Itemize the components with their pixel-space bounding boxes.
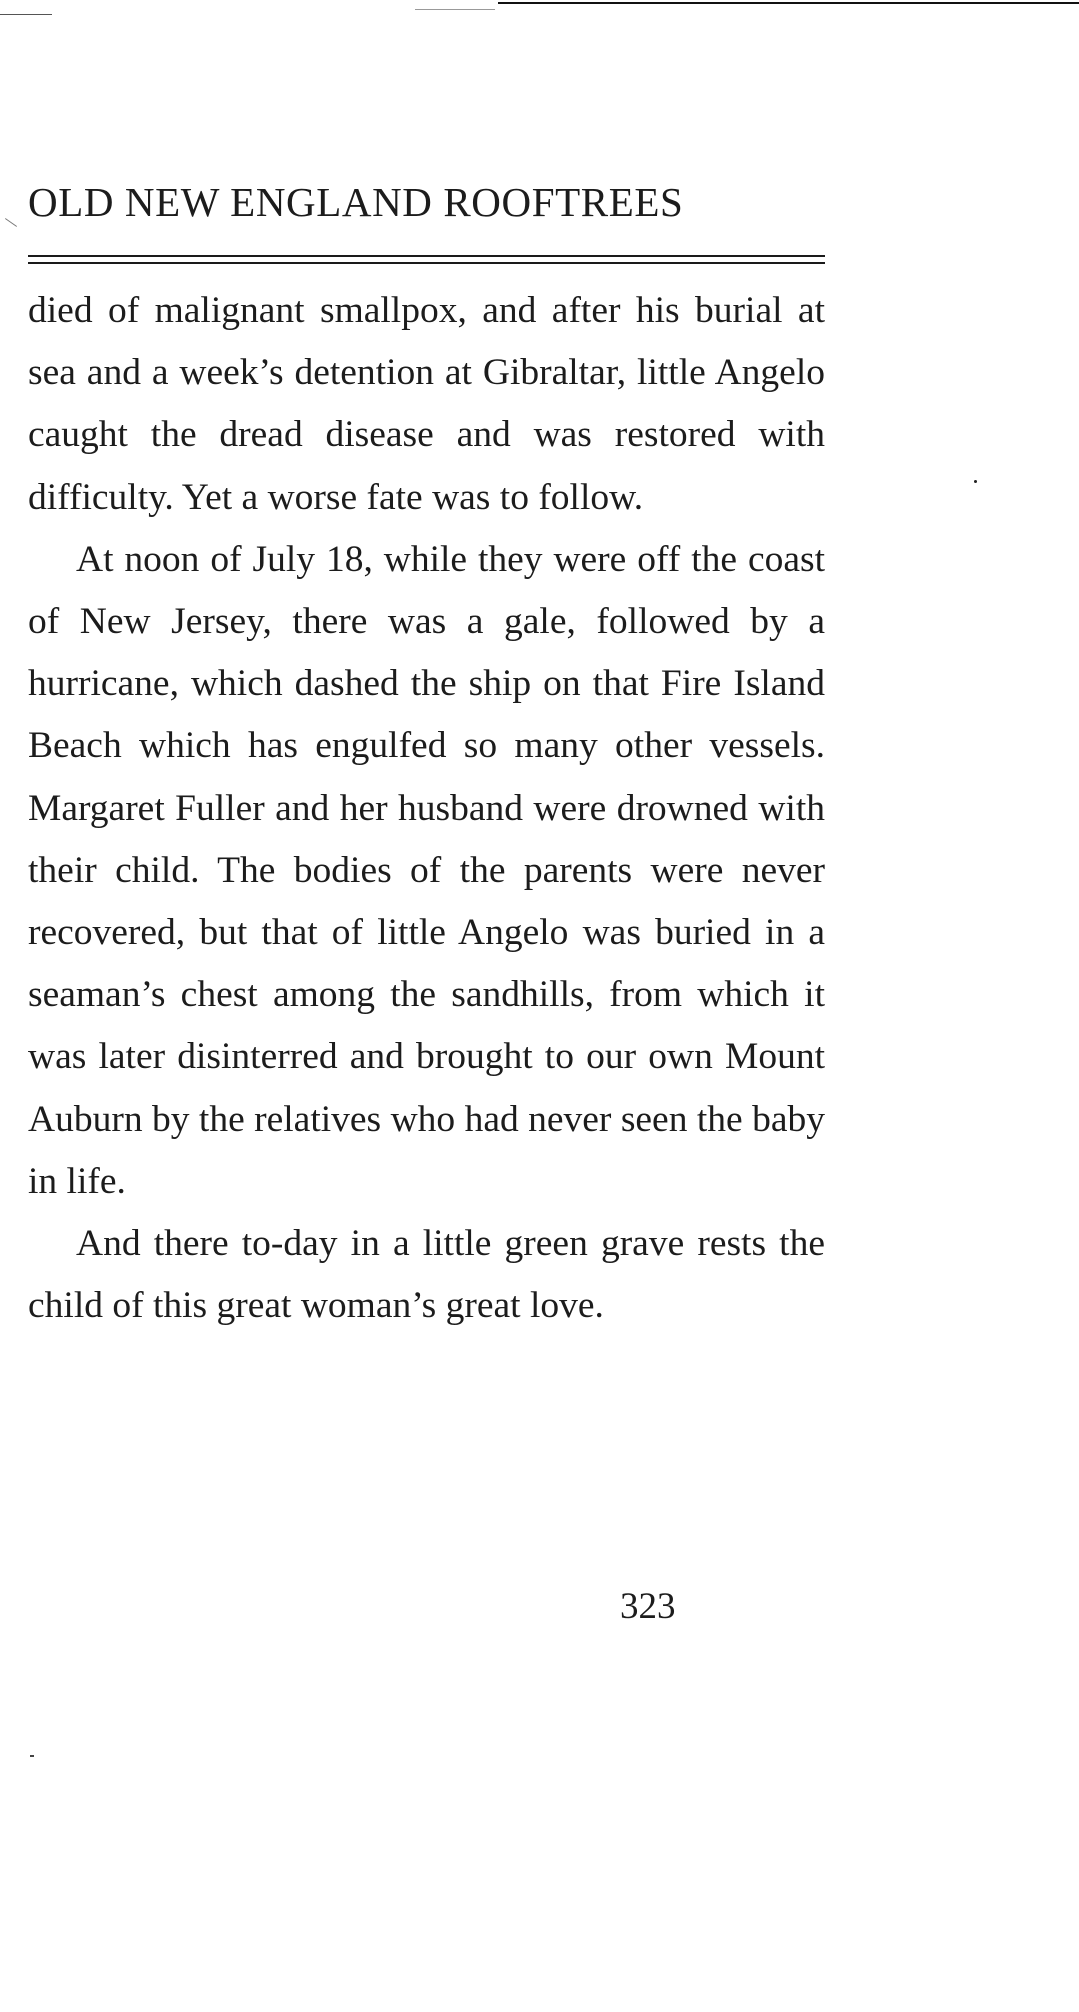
paragraph-continuation: died of malignant smallpox, and after his burial at sea and a week’s detention at Gibraltar, little Angelo caught the dread disease and was restored with difficulty. Yet a worse fate was to follow. — [28, 290, 825, 518]
scan-edge-mark — [5, 218, 17, 227]
paragraph-grave: And there to-day in a little green grave rests the child of this great woman’s great love. — [28, 1223, 825, 1327]
header-rule — [28, 262, 825, 264]
scan-edge-mark — [0, 14, 52, 15]
header-rule — [28, 255, 825, 257]
scan-edge-mark — [498, 2, 1079, 4]
scan-speck — [30, 1755, 34, 1757]
scan-speck — [974, 480, 977, 483]
paragraph-shipwreck: At noon of July 18, while they were off the coast of New Jersey, there was a gale, followed by a hurricane, which dashed the ship on that Fire Island Beach which has engulfed so many other vessels. Margaret Fuller and her husband were drowned with their child. The bodies of the parents were never recovered, but that of little Angelo was buried in a seaman’s chest among the sandhills, from which it was later disinterred and brought to our own Mount Auburn by the relatives who had never seen the baby in life. — [28, 538, 825, 1202]
scan-edge-mark — [415, 9, 495, 10]
running-head: OLD NEW ENGLAND ROOFTREES — [28, 179, 684, 225]
body-text — [28, 280, 825, 1337]
page-number: 323 — [620, 1586, 676, 1627]
